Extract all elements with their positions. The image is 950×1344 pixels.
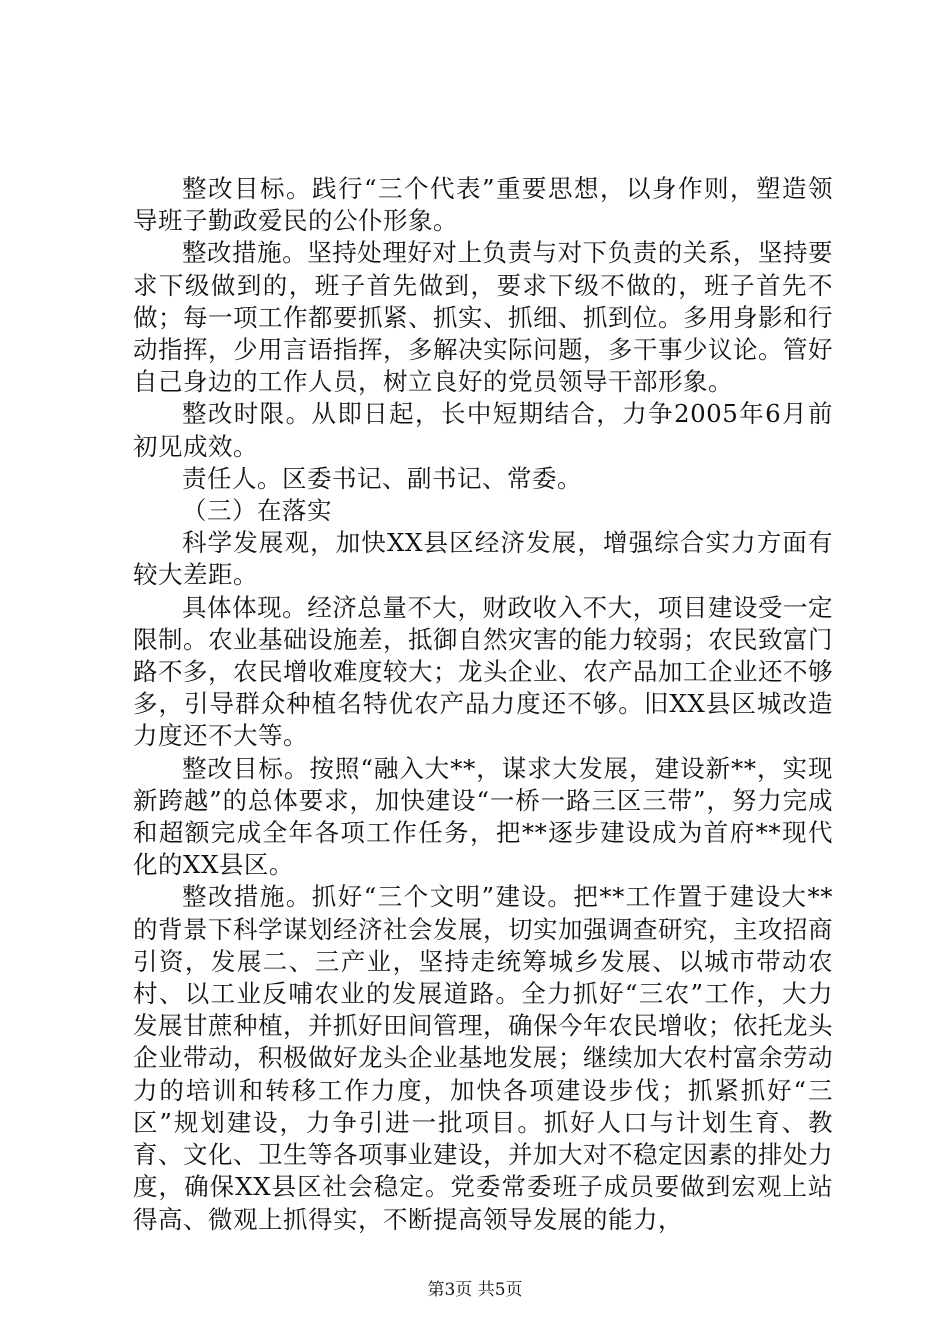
paragraph-goal-1: 整改目标。践行“三个代表”重要思想，以身作则，塑造领导班子勤政爱民的公仆形象。: [133, 174, 833, 236]
paragraph-responsible: 责任人。区委书记、副书记、常委。: [182, 463, 582, 493]
document-body: [133, 173, 833, 1236]
paragraph-measures-1: 整改措施。坚持处理好对上负责与对下负责的关系，坚持要求下级做到的，班子首先做到，要求下级不做的，班子首先不做；每一项工作都要抓紧、抓实、抓细、抓到位。多用身影和行动指挥，少用言语指挥，多解决实际问题，多干事少议论。管好自己身边的工作人员，树立良好的党员领导干部形象。: [133, 238, 833, 397]
paragraph-manifestation: 具体体现。经济总量不大，财政收入不大，项目建设受一定限制。农业基础设施差，抵御自然灾害的能力较弱；农民致富门路不多，农民增收难度较大；龙头企业、农产品加工企业还不够多，引导群众种植名特优农产品力度还不够。旧XX县区城改造力度还不大等。: [133, 592, 833, 751]
page-number: 第3页 共5页: [427, 1280, 523, 1300]
paragraph-scientific-development: 科学发展观，加快XX县区经济发展，增强综合实力方面有较大差距。: [133, 528, 833, 590]
paragraph-goal-2: 整改目标。按照“融入大**，谋求大发展，建设新**，实现新跨越”的总体要求，加快建设“一桥一路三区三带”，努力完成和超额完成全年各项工作任务，把**逐步建设成为首府**现代化的XX县区。: [133, 753, 833, 880]
section-heading-3: （三）在落实: [182, 496, 332, 526]
page-footer: [0, 1275, 950, 1300]
paragraph-measures-2: 整改措施。抓好“三个文明”建设。把**工作置于建设大**的背景下科学谋划经济社会发展，切实加强调查研究，主攻招商引资，发展二、三产业，坚持走统筹城乡发展、以城市带动农村、以工业反哺农业的发展道路。全力抓好“三农”工作，大力发展甘蔗种植，并抓好田间管理，确保今年农民增收；依托龙头企业带动，积极做好龙头企业基地发展；继续加大农村富余劳动力的培训和转移工作力度，加快各项建设步伐；抓紧抓好“三区”规划建设，力争引进一批项目。抓好人口与计划生育、教育、文化、卫生等各项事业建设，并加大对不稳定因素的排处力度，确保XX县区社会稳定。党委常委班子成员要做到宏观上站得高、微观上抓得实，不断提高领导发展的能力，: [133, 882, 833, 1234]
paragraph-timeline: 整改时限。从即日起，长中短期结合，力争2005年6月前初见成效。: [133, 399, 833, 461]
